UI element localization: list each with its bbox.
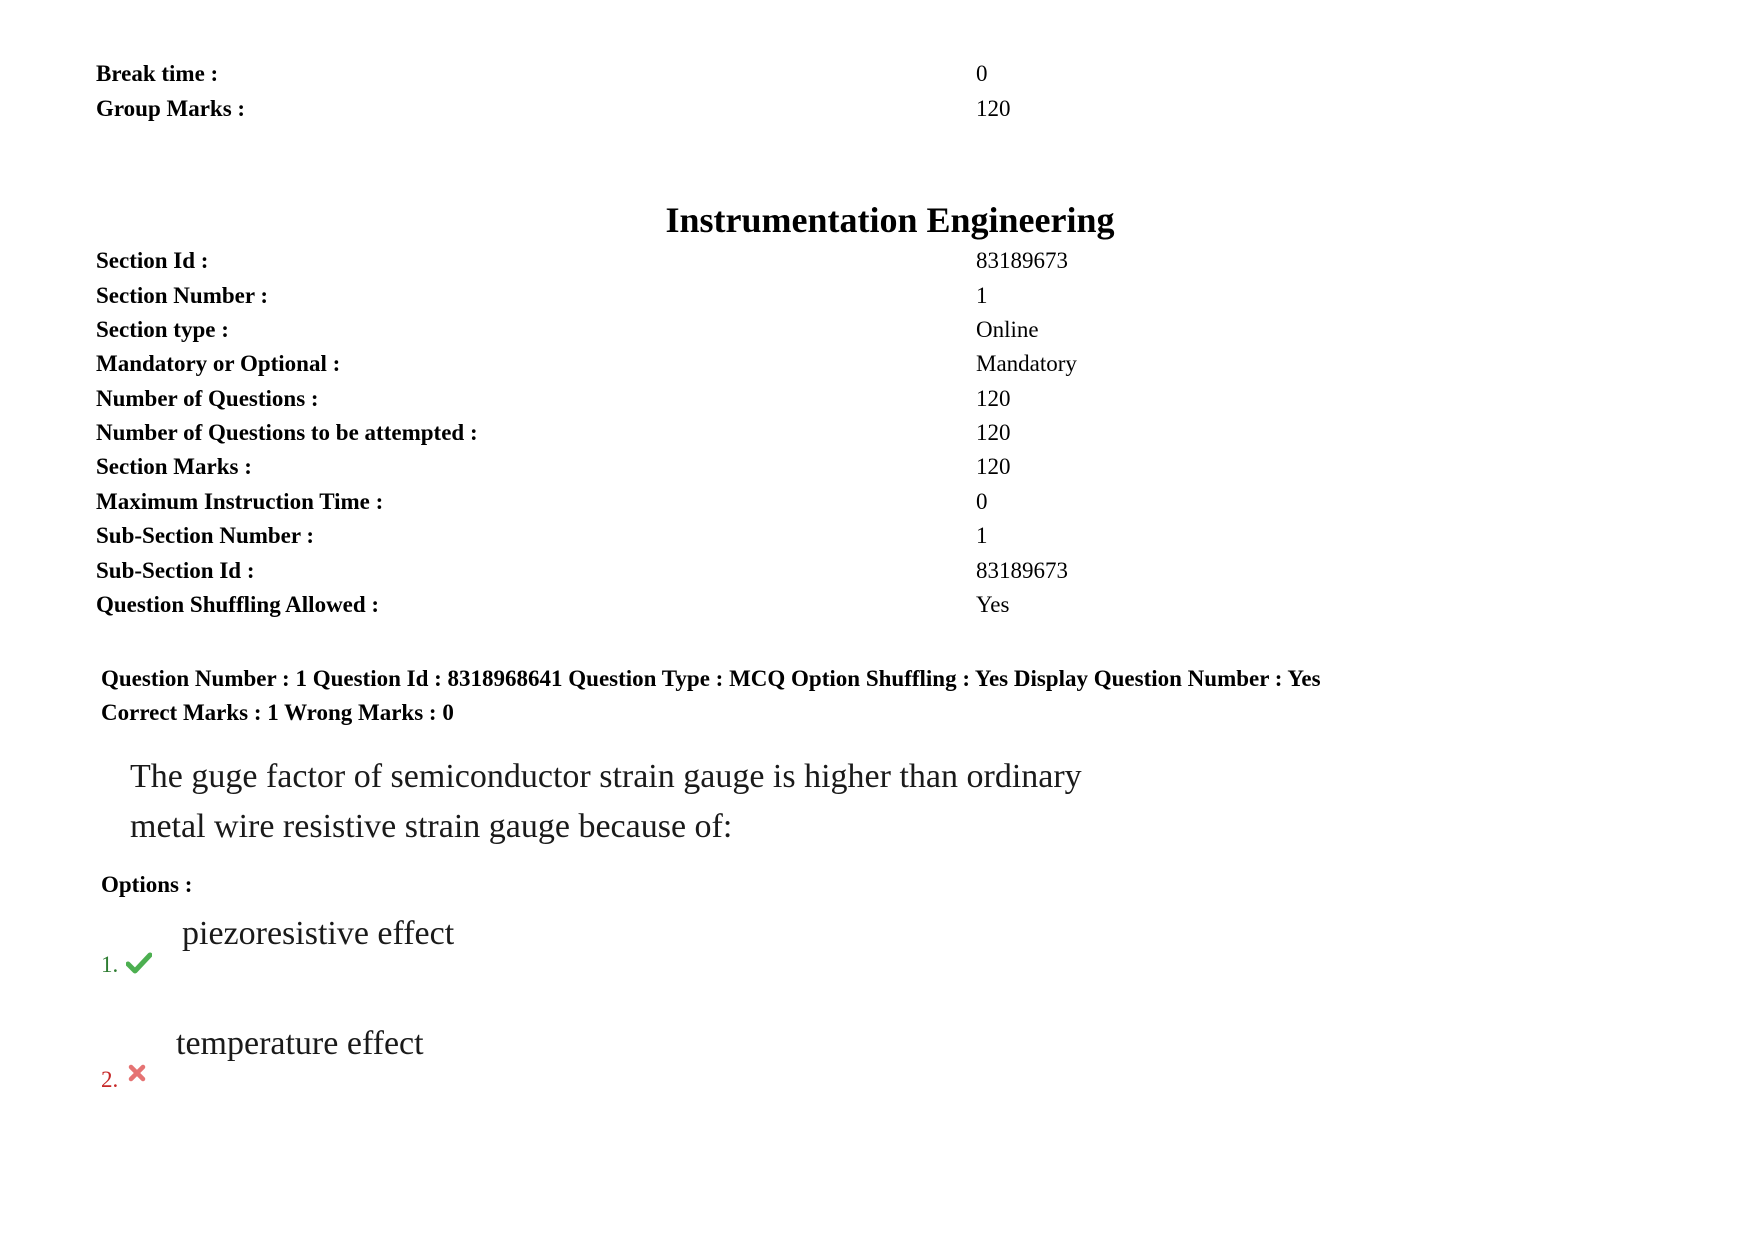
section-row-section-number <box>96 279 1296 313</box>
check-icon <box>126 952 152 979</box>
section-key: Section type : <box>96 317 229 342</box>
section-key: Mandatory or Optional : <box>96 351 341 376</box>
section-row-section-type <box>96 313 1296 347</box>
section-key: Section Number : <box>96 283 269 308</box>
section-row-section-marks <box>96 450 1296 484</box>
section-row-max-instruction-time <box>96 485 1296 519</box>
section-value: 83189673 <box>976 248 1068 273</box>
section-key: Question Shuffling Allowed : <box>96 592 380 617</box>
question-text-line: metal wire resistive strain gauge because of: <box>130 808 733 845</box>
question-header-line2: Correct Marks : 1 Wrong Marks : 0 <box>101 700 454 725</box>
options-label: Options : <box>101 872 193 897</box>
group-value: 120 <box>976 96 1011 121</box>
section-row-sub-section-number <box>96 519 1296 553</box>
group-key: Break time : <box>96 61 219 86</box>
group-value: 0 <box>976 61 988 86</box>
section-value: 120 <box>976 420 1011 445</box>
section-value: 83189673 <box>976 558 1068 583</box>
group-row-break-time <box>96 57 1296 91</box>
section-row-number-of-questions <box>96 382 1296 416</box>
question-text <box>130 752 1280 852</box>
section-value: 0 <box>976 489 988 514</box>
section-value: Mandatory <box>976 351 1077 376</box>
question-header-line1: Question Number : 1 Question Id : 8318968641 Question Type : MCQ Option Shuffling : Yes Display Question Number : Yes <box>101 666 1321 691</box>
option-number-2: 2. <box>101 1067 119 1092</box>
section-title: Instrumentation Engineering <box>665 200 1115 240</box>
option-text-2: temperature effect <box>176 1025 424 1062</box>
section-value: 1 <box>976 283 988 308</box>
section-row-mandatory-or-optional <box>96 347 1296 381</box>
section-value: Online <box>976 317 1039 342</box>
section-key: Sub-Section Number : <box>96 523 315 548</box>
section-key: Maximum Instruction Time : <box>96 489 384 514</box>
section-value: 120 <box>976 454 1011 479</box>
cross-icon <box>128 1064 146 1087</box>
section-key: Section Marks : <box>96 454 252 479</box>
group-row-group-marks <box>96 92 1296 126</box>
section-value: 120 <box>976 386 1011 411</box>
section-key: Sub-Section Id : <box>96 558 255 583</box>
section-row-questions-to-attempt <box>96 416 1296 450</box>
section-value: 1 <box>976 523 988 548</box>
option-number-1: 1. <box>101 952 119 977</box>
section-row-sub-section-id <box>96 554 1296 588</box>
section-value: Yes <box>976 592 1010 617</box>
section-key: Number of Questions to be attempted : <box>96 420 478 445</box>
section-row-section-id <box>96 244 1296 278</box>
section-key: Section Id : <box>96 248 209 273</box>
question-text-line: The guge factor of semiconductor strain gauge is higher than ordinary <box>130 758 1082 795</box>
section-key: Number of Questions : <box>96 386 319 411</box>
section-row-question-shuffling <box>96 588 1296 622</box>
group-key: Group Marks : <box>96 96 246 121</box>
option-text-1: piezoresistive effect <box>182 915 455 952</box>
